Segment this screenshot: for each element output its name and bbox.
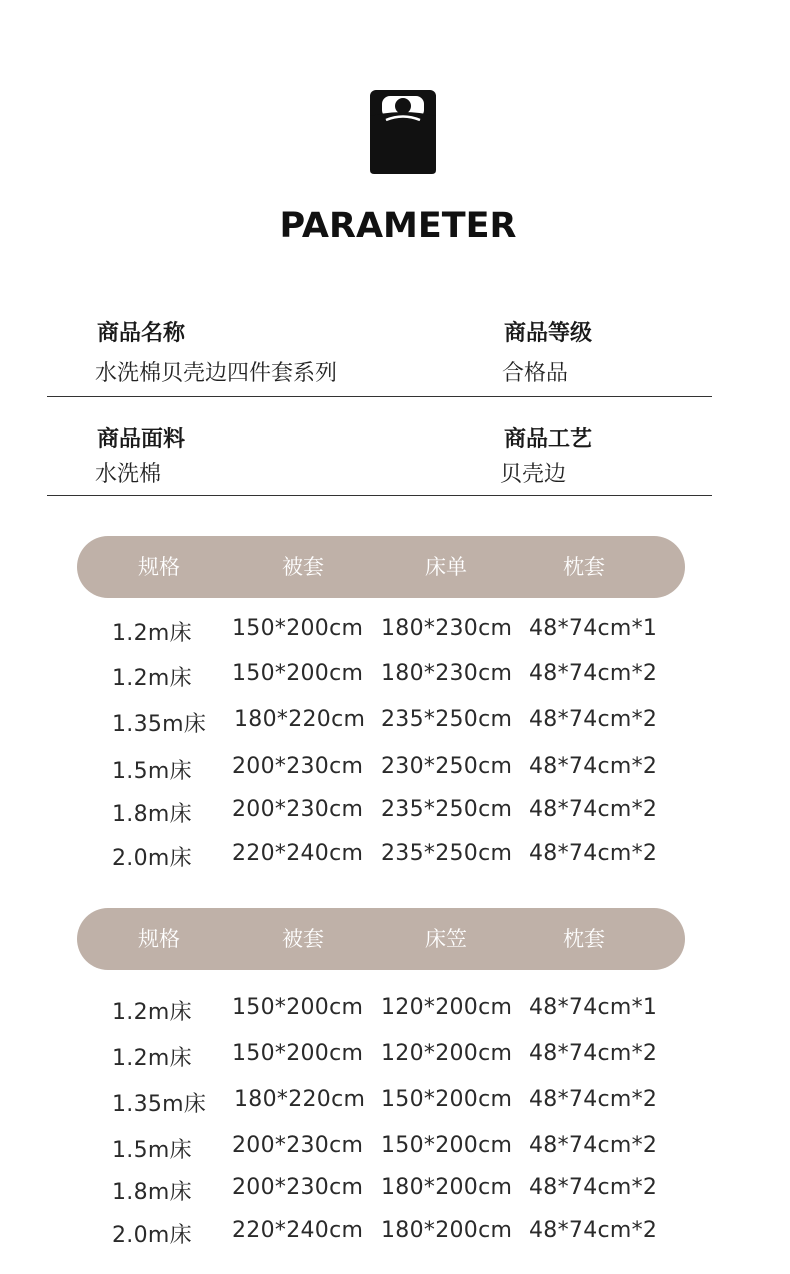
table-row [0,616,790,646]
table-row [0,707,790,737]
header-pillowcase: 枕套 [563,555,605,579]
product-name-label: 商品名称 [97,321,186,346]
size-cell: 2.0m床 [112,846,192,871]
size-cell: 1.35m床 [112,1092,207,1117]
table-header [77,908,685,970]
sheet-cell: 120*200cm [381,995,513,1020]
duvet-cell: 150*200cm [232,616,364,641]
size-cell: 1.2m床 [112,666,192,691]
size-cell: 1.5m床 [112,1138,192,1163]
size-cell: 1.5m床 [112,759,192,784]
sheet-cell: 235*250cm [381,841,513,866]
duvet-cell: 150*200cm [232,995,364,1020]
product-grade-label: 商品等级 [504,321,593,346]
table-row [0,841,790,871]
pillowcase-cell: 48*74cm*2 [529,841,658,866]
pillowcase-cell: 48*74cm*1 [529,995,658,1020]
sheet-cell: 150*200cm [381,1087,513,1112]
pillowcase-cell: 48*74cm*2 [529,1087,658,1112]
table-row [0,1218,790,1248]
divider [47,495,712,496]
duvet-cell: 220*240cm [232,841,364,866]
header-size: 规格 [138,927,180,951]
pillowcase-cell: 48*74cm*2 [529,661,658,686]
bed-icon [366,86,440,178]
sheet-cell: 235*250cm [381,707,513,732]
duvet-cell: 200*230cm [232,1175,364,1200]
sheet-cell: 235*250cm [381,797,513,822]
size-cell: 1.8m床 [112,1180,192,1205]
pillowcase-cell: 48*74cm*2 [529,754,658,779]
header-fitted-sheet: 床笠 [425,927,467,951]
table-header [77,536,685,598]
duvet-cell: 200*230cm [232,754,364,779]
sheet-cell: 180*200cm [381,1218,513,1243]
table-row [0,1087,790,1117]
sheet-cell: 120*200cm [381,1041,513,1066]
header-sheet: 床单 [425,555,467,579]
size-cell: 1.8m床 [112,802,192,827]
craft-value: 贝壳边 [500,462,567,487]
header-duvet: 被套 [282,555,324,579]
divider [47,396,712,397]
pillowcase-cell: 48*74cm*2 [529,1175,658,1200]
product-name-value: 水洗棉贝壳边四件套系列 [95,361,338,386]
table-row [0,1133,790,1163]
header-size: 规格 [138,555,180,579]
table-row [0,754,790,784]
size-cell: 1.35m床 [112,712,207,737]
header-duvet: 被套 [282,927,324,951]
pillowcase-cell: 48*74cm*2 [529,1218,658,1243]
pillowcase-cell: 48*74cm*2 [529,1133,658,1158]
fabric-label: 商品面料 [97,427,186,452]
table-row [0,1041,790,1071]
duvet-cell: 220*240cm [232,1218,364,1243]
duvet-cell: 180*220cm [234,1087,366,1112]
table-row [0,1175,790,1205]
pillowcase-cell: 48*74cm*2 [529,1041,658,1066]
table-row [0,661,790,691]
sheet-cell: 230*250cm [381,754,513,779]
fabric-value: 水洗棉 [95,462,162,487]
pillowcase-cell: 48*74cm*1 [529,616,658,641]
sheet-cell: 180*230cm [381,616,513,641]
table-row [0,995,790,1025]
size-cell: 1.2m床 [112,1046,192,1071]
size-cell: 2.0m床 [112,1223,192,1248]
duvet-cell: 200*230cm [232,1133,364,1158]
page-title: PARAMETER [279,206,517,246]
sheet-cell: 180*230cm [381,661,513,686]
size-cell: 1.2m床 [112,621,192,646]
duvet-cell: 200*230cm [232,797,364,822]
duvet-cell: 150*200cm [232,1041,364,1066]
duvet-cell: 180*220cm [234,707,366,732]
table-row [0,797,790,827]
sheet-cell: 150*200cm [381,1133,513,1158]
pillowcase-cell: 48*74cm*2 [529,797,658,822]
craft-label: 商品工艺 [504,427,593,452]
header-pillowcase: 枕套 [563,927,605,951]
pillowcase-cell: 48*74cm*2 [529,707,658,732]
sheet-cell: 180*200cm [381,1175,513,1200]
size-cell: 1.2m床 [112,1000,192,1025]
product-grade-value: 合格品 [502,361,569,386]
duvet-cell: 150*200cm [232,661,364,686]
